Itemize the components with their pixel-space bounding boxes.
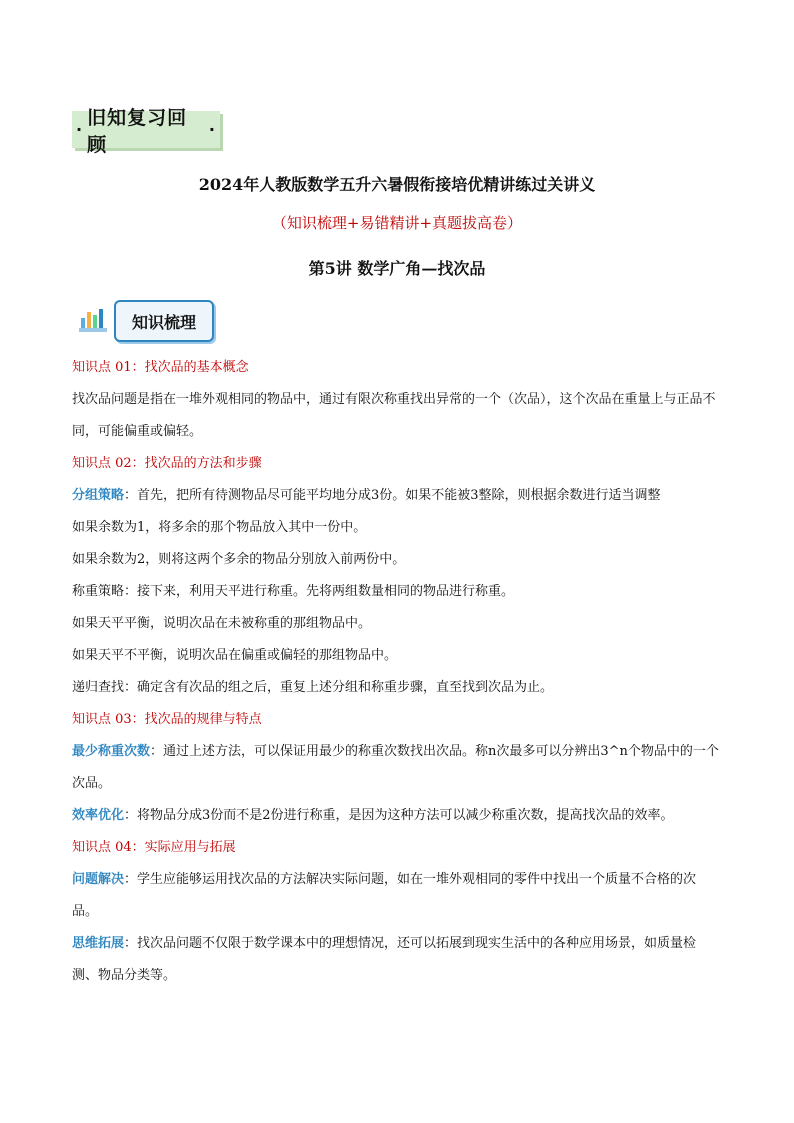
unbalanced-text: 如果天平不平衡，说明次品在偏重或偏轻的那组物品中。 [72,648,398,663]
grouping-label: 分组策略 [72,488,125,503]
knowledge-content [72,352,722,992]
banner-title: 旧知复习回顾 [87,106,188,156]
problem-label: 问题解决 [72,872,125,887]
thinking-text: ：找次品问题不仅限于数学课本中的理想情况，还可以拓展到现实生活中的各种应用场景，如质量检测、物品分类等。 [72,936,697,983]
recursive-text: 递归查找：确定含有次品的组之后，重复上述分组和称重步骤，直至找到次品为止。 [72,680,554,695]
banner-dot-left: · [76,120,84,139]
problem-paragraph [72,864,722,928]
efficiency-paragraph [72,800,722,832]
section-label: 知识梳理 [114,300,214,342]
kp2-title: 知识点 02：找次品的方法和步骤 [72,456,262,471]
min-weighing-paragraph [72,736,722,800]
document-subtitle: （知识梳理+易错精讲+真题拔高卷） [271,214,523,232]
min-weighing-text: ：通过上述方法，可以保证用最少的称重次数找出次品。称n次最多可以分辨出3^n个物品中的一个次品。 [72,744,719,791]
banner-dot-right: · [208,120,216,139]
review-banner [72,106,220,156]
kp1-title: 知识点 01：找次品的基本概念 [72,360,249,375]
balanced-text: 如果天平平衡，说明次品在未被称重的那组物品中。 [72,616,372,631]
efficiency-label: 效率优化 [72,808,125,823]
remainder2-text: 如果余数为2，则将这两个多余的物品分别放入前两份中。 [72,552,406,567]
bar-chart-book-icon [78,306,108,334]
thinking-label: 思维拓展 [72,936,125,951]
lecture-title: 第5讲 数学广角—找次品 [308,259,486,278]
min-weighing-label: 最少称重次数 [72,744,151,759]
kp3-title: 知识点 03：找次品的规律与特点 [72,712,262,727]
thinking-paragraph [72,928,722,992]
section-header [78,298,218,342]
grouping-text: ：首先，把所有待测物品尽可能平均地分成3份。如果不能被3整除，则根据余数进行适当调整 [124,488,661,503]
document-title: 2024年人教版数学五升六暑假衔接培优精讲练过关讲义 [198,175,596,194]
kp1-text: 找次品问题是指在一堆外观相同的物品中，通过有限次称重找出异常的一个（次品），这个次品在重量上与正品不同，可能偏重或偏轻。 [72,392,716,439]
remainder1-text: 如果余数为1，将多余的那个物品放入其中一份中。 [72,520,367,535]
weighing-text: 称重策略：接下来，利用天平进行称重。先将两组数量相同的物品进行称重。 [72,584,515,599]
problem-text: ：学生应能够运用找次品的方法解决实际问题，如在一堆外观相同的零件中找出一个质量不合格的次品。 [72,872,697,919]
grouping-paragraph [72,480,722,512]
kp4-title: 知识点 04：实际应用与拓展 [72,840,236,855]
efficiency-text: ：将物品分成3份而不是2份进行称重，是因为这种方法可以减少称重次数，提高找次品的效率。 [124,808,674,823]
